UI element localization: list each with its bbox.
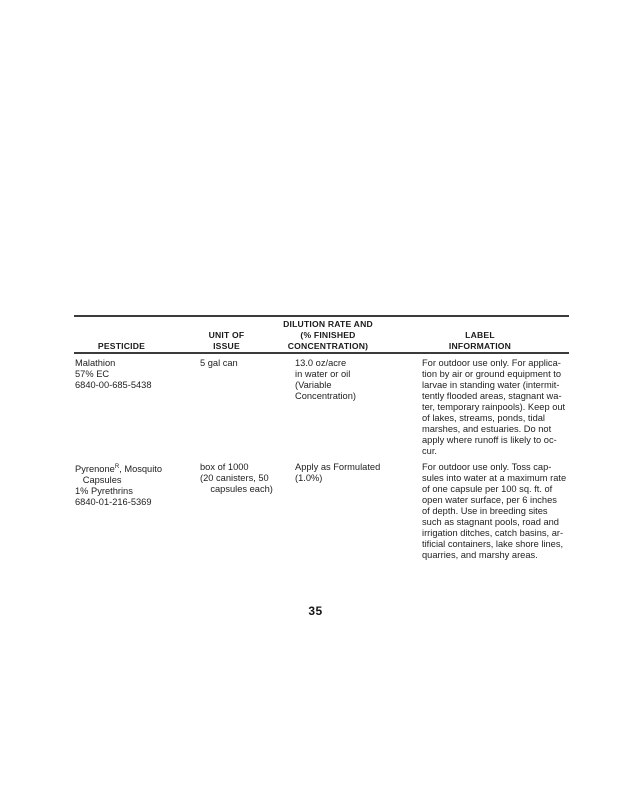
header-dilution-rate	[273, 319, 383, 352]
header-label-information	[420, 330, 540, 352]
text-line: apply where runoff is likely to oc-	[422, 435, 557, 445]
row2-pesticide-extra-lines	[75, 475, 162, 508]
text-line: of depth. Use in breeding sites	[422, 506, 548, 516]
text-line: larvae in standing water (intermit-	[422, 380, 560, 390]
text-line: For outdoor use only. Toss cap-	[422, 462, 552, 472]
text-line: tion by air or ground equipment to	[422, 369, 562, 379]
text-line: 1% Pyrethrins	[75, 486, 133, 496]
text-line: sules into water at a maximum rate	[422, 473, 567, 483]
text-line: (Variable	[295, 380, 332, 390]
trademark-superscript: R	[114, 464, 120, 470]
text-line: capsules each)	[200, 484, 273, 494]
table-top-rule	[74, 315, 569, 317]
row2-unit-of-issue-cell	[200, 462, 273, 495]
text-line: tificial containers, lake shore lines,	[422, 539, 564, 549]
table-header-rule	[74, 352, 569, 354]
row1-unit-of-issue-cell	[200, 358, 238, 369]
row1-label-information-cell	[422, 358, 565, 457]
page-number: 35	[308, 604, 323, 618]
text-line: UNIT OF	[208, 330, 245, 340]
pesticide-name: Pyrenone	[75, 464, 115, 474]
row1-pesticide-cell	[75, 358, 152, 391]
text-line: marshes, and estuaries. Do not	[422, 424, 552, 434]
row2-dilution-cell	[295, 462, 380, 484]
text-line: tently flooded areas, stagnant wa-	[422, 391, 562, 401]
text-line: of lakes, streams, ponds, tidal	[422, 413, 545, 423]
text-line: irrigation ditches, catch basins, ar-	[422, 528, 564, 538]
text-line: INFORMATION	[448, 341, 512, 351]
text-line: ter, temporary rainpools). Keep out	[422, 402, 566, 412]
text-line: (% FINISHED	[300, 330, 356, 340]
text-line: open water surface, per 6 inches	[422, 495, 557, 505]
text-line: CONCENTRATION)	[287, 341, 369, 351]
text-line: of one capsule per 100 sq. ft. of	[422, 484, 553, 494]
header-pesticide: PESTICIDE	[97, 341, 146, 351]
text-line: (1.0%)	[295, 473, 323, 483]
text-line: 6840-01-216-5369	[75, 497, 152, 507]
row2-pesticide-cell	[75, 462, 162, 508]
text-line: Apply as Formulated	[295, 462, 381, 472]
header-unit-of-issue	[184, 330, 269, 352]
text-line: cur.	[422, 446, 437, 456]
text-line: For outdoor use only. For applica-	[422, 358, 561, 368]
text-line: (20 canisters, 50	[200, 473, 269, 483]
row1-dilution-cell	[295, 358, 356, 402]
text-line: 6840-00-685-5438	[75, 380, 152, 390]
text-line: DILUTION RATE AND	[283, 319, 373, 329]
text-line: box of 1000	[200, 462, 249, 472]
text-line: LABEL	[465, 330, 495, 340]
text-line: Capsules	[75, 475, 122, 485]
text-line: such as stagnant pools, road and	[422, 517, 559, 527]
text-line: Concentration)	[295, 391, 356, 401]
text-line: ISSUE	[213, 341, 240, 351]
text-line: Malathion	[75, 358, 116, 368]
text-line: 13.0 oz/acre	[295, 358, 347, 368]
pesticide-name-line	[75, 462, 162, 475]
pesticide-name-rest: , Mosquito	[119, 464, 163, 474]
text-line: in water or oil	[295, 369, 351, 379]
text-line: 5 gal can	[200, 358, 238, 368]
text-line: 57% EC	[75, 369, 110, 379]
row2-label-information-cell	[422, 462, 566, 561]
text-line: quarries, and marshy areas.	[422, 550, 538, 560]
